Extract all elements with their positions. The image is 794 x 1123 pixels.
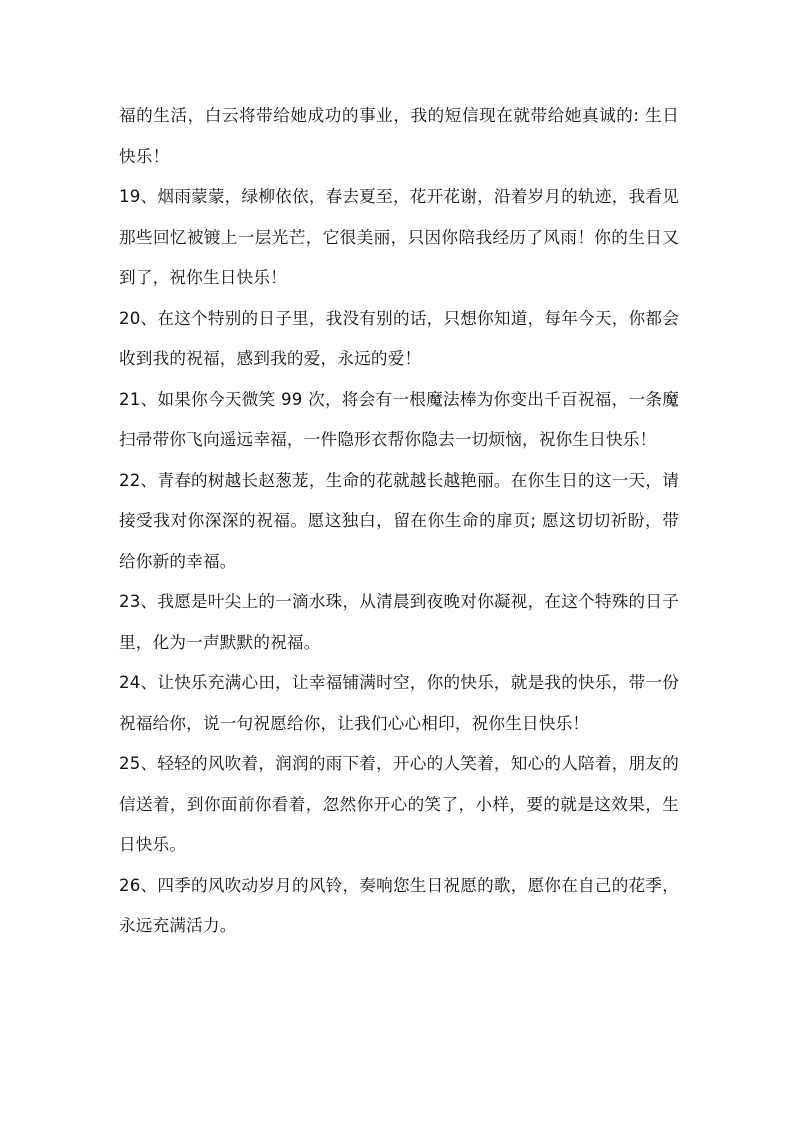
paragraph-24: 24、让快乐充满心田，让幸福铺满时空，你的快乐，就是我的快乐，带一份祝福给你，说一句祝愿给你，让我们心心相印，祝你生日快乐！ — [119, 673, 679, 733]
document-body — [119, 96, 679, 947]
paragraph-26: 26、四季的风吹动岁月的风铃，奏响您生日祝愿的歌，愿你在自己的花季，永远充满活力。 — [119, 875, 679, 935]
paragraph-20: 20、在这个特别的日子里，我没有别的话，只想你知道，每年今天，你都会收到我的祝福，感到我的爱，永远的爱！ — [119, 308, 679, 368]
paragraph-continuation: 福的生活，白云将带给她成功的事业，我的短信现在就带给她真诚的: 生日快乐！ — [119, 106, 679, 166]
paragraph-19: 19、烟雨蒙蒙，绿柳依依，春去夏至，花开花谢，沿着岁月的轨迹，我看见那些回忆被镀上一层光芒，它很美丽，只因你陪我经历了风雨！你的生日又到了，祝你生日快乐！ — [119, 187, 679, 287]
paragraph-23: 23、我愿是叶尖上的一滴水珠，从清晨到夜晚对你凝视，在这个特殊的日子里，化为一声默默的祝福。 — [119, 592, 679, 652]
paragraph-25: 25、轻轻的风吹着，润润的雨下着，开心的人笑着，知心的人陪着，朋友的信送着，到你面前你看着，忽然你开心的笑了，小样，要的就是这效果，生日快乐。 — [119, 754, 679, 854]
paragraph-21: 21、如果你今天微笑 99 次，将会有一根魔法棒为你变出千百祝福，一条魔扫帚带你飞向遥远幸福，一件隐形衣帮你隐去一切烦恼，祝你生日快乐！ — [119, 389, 679, 449]
paragraph-22: 22、青春的树越长赵葱茏，生命的花就越长越艳丽。在你生日的这一天，请接受我对你深深的祝福。愿这独白，留在你生命的扉页; 愿这切切祈盼，带给你新的幸福。 — [119, 470, 679, 571]
